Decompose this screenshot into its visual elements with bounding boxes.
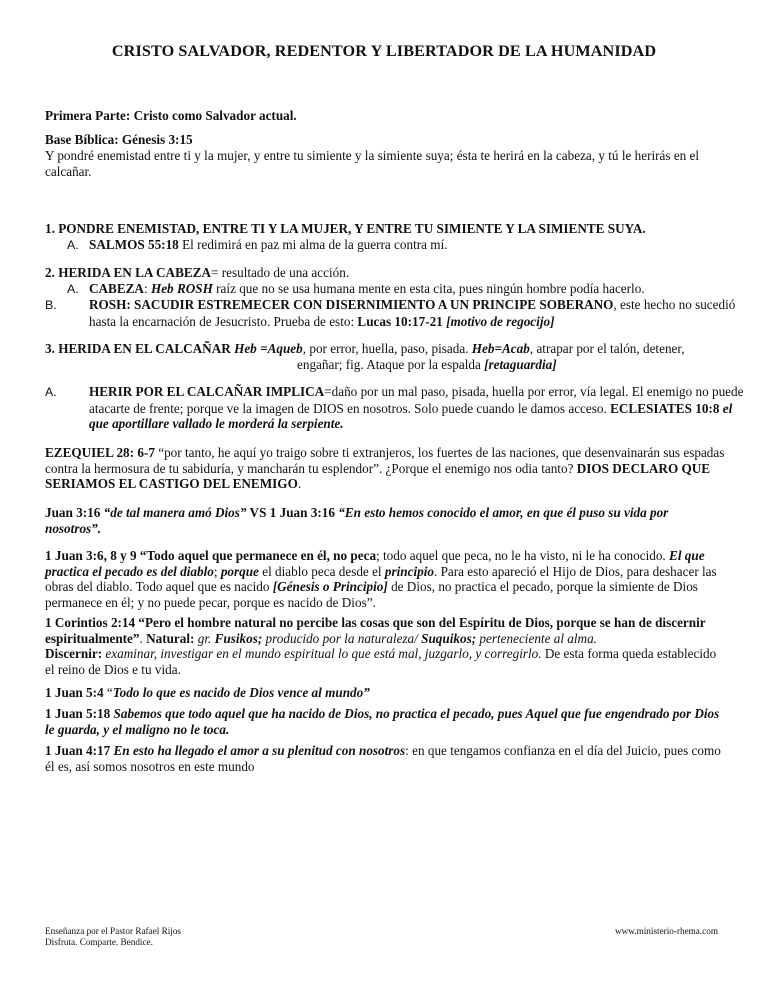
verse-ref: Lucas 10:17-21: [357, 313, 443, 329]
section-3-item-a: [45, 384, 749, 432]
term-word: Fusikos;: [214, 630, 263, 646]
section-3-text-2: , atrapar por el talón, detener,: [529, 341, 685, 356]
item-text: =daño por un mal paso, pisada, huella por error, vía legal. El enemigo no puede atacarte de frente; porque ve la imagen de DIOS en nosotros. Solo puede cuando le damos acceso.: [89, 384, 744, 416]
juan-5-18-paragraph: [45, 706, 725, 737]
verse-ref-2: 1 Juan 3:16: [269, 505, 335, 520]
verse-ref: EZEQUIEL 28: 6-7: [45, 445, 155, 460]
paragraph-text: De esta forma queda establecido el reino de Dios e tu vida.: [45, 646, 717, 677]
quote-open: “: [103, 685, 113, 700]
footer-website: www.ministerio-rhema.com: [615, 926, 718, 936]
juan-5-4-paragraph: [45, 685, 725, 701]
section-2-title: HERIDA EN LA CABEZA: [58, 265, 211, 280]
paragraph-end: .: [297, 476, 302, 491]
section-2-item-b: [45, 297, 749, 329]
section-2-item-a: [67, 281, 727, 298]
verse-quote: “de tal manera amó Dios”: [100, 505, 247, 520]
term-text: examinar, investigar en el mundo espiritual lo que está mal, juzgarlo, y corregirlo.: [102, 646, 542, 661]
paragraph-text: .: [139, 630, 147, 646]
paragraph-bold: DIOS DECLARO QUE SERIAMOS EL CASTIGO DEL ENEMIGO: [45, 460, 711, 491]
verse-ref: 1 Juan 3:6, 8 y 9 “Todo aquel que permanece en él, no peca: [45, 548, 377, 563]
section-1-title: PONDRE ENEMISTAD, ENTRE TI Y LA MUJER, Y ENTRE TU SIMIENTE Y LA SIMIENTE SUYA.: [58, 221, 646, 236]
quote-open: “: [154, 445, 165, 460]
section-2-heading: [45, 265, 725, 281]
base-text: Y pondré enemistad entre ti y la mujer, y entre tu simiente y la simiente suya; ésta te herirá en la cabeza, y tú le herirás en el calcañar.: [45, 148, 700, 179]
term-text: gr.: [194, 630, 215, 646]
verse-quote: En esto ha llegado el amor a su plenitud con nosotros: [110, 743, 406, 758]
section-3-line-2-emphasis: [retaguardia]: [484, 357, 557, 372]
section-3-emphasis: Heb =Aqueb: [234, 341, 303, 356]
verse-ref: SALMOS 55:18: [89, 237, 179, 252]
footer-author: Enseñanza por el Pastor Rafael Rijos: [45, 926, 181, 936]
part-heading: Primera Parte: Cristo como Salvador actual.: [45, 108, 297, 123]
section-3-text: , por error, huella, paso, pisada.: [302, 341, 472, 356]
paragraph-emphasis: El que practica el pecado es del diablo: [45, 548, 705, 579]
paragraph-emphasis: [Génesis o Principio]: [272, 579, 388, 594]
item-bold: HERIR POR EL CALCAÑAR IMPLICA: [89, 384, 325, 399]
item-emphasis: [motivo de regocijo]: [442, 313, 555, 329]
base-label: Base Bíblica: Génesis 3:15: [45, 132, 193, 147]
verse-quote-2: “En esto hemos conocido el amor, en que él puso su vida por nosotros”.: [45, 505, 669, 536]
verse-ref: 1 Juan 4:17: [45, 743, 111, 758]
item-label: A.: [67, 238, 79, 252]
document-title: CRISTO SALVADOR, REDENTOR Y LIBERTADOR DE LA HUMANIDAD: [111, 42, 657, 60]
item-text: , este hecho no sucedió hasta la encarnación de Jesucristo. Prueba de esto:: [89, 297, 736, 329]
paragraph-text: de Dios, no practica el pecado, porque la simiente de Dios permanece en él; y no puede pecar, porque es nacido de Dios”.: [45, 579, 698, 610]
section-2-title-rest: = resultado de una acción.: [210, 265, 350, 280]
paragraph-text: : en que tengamos confianza en el día del Juicio, pues como él es, así somos nosotros en este mundo: [45, 743, 721, 774]
item-label: A.: [67, 282, 79, 296]
verse-quote: Todo lo que es nacido de Dios vence al mundo”: [112, 685, 370, 700]
ezequiel-paragraph: [45, 445, 725, 492]
paragraph-text: el diablo peca desde el: [258, 563, 385, 579]
item-bold: CABEZA: [89, 281, 144, 296]
juan-3-16-paragraph: [45, 505, 725, 536]
item-colon: :: [143, 281, 151, 296]
item-label: A.: [45, 385, 57, 399]
footer-credits: [45, 926, 181, 948]
term-label: Discernir:: [45, 646, 103, 661]
paragraph-emphasis: porque: [220, 563, 259, 579]
verse-ref: Juan 3:16: [45, 505, 101, 520]
term-text: perteneciente al alma.: [476, 630, 597, 646]
juan-4-17-paragraph: [45, 743, 725, 774]
footer-tagline: Disfruta. Comparte. Bendice.: [45, 937, 153, 947]
section-2-number: 2.: [45, 265, 55, 280]
paragraph-text: ; todo aquel que peca, no le ha visto, ni le ha conocido.: [376, 548, 670, 563]
item-emphasis: el que aportillare vallado le morderá la serpiente.: [89, 400, 733, 431]
term-label: Natural:: [146, 630, 195, 646]
verse-ref: 1 Corintios 2:14 “Pero el hombre natural no percibe las cosas que son del Espíritu de Dios, porque se han de discernir espiritualmente”: [45, 615, 706, 646]
vs-label: VS: [246, 505, 270, 520]
term-text: producido por la naturaleza/: [262, 630, 422, 646]
section-3-title: HERIDA EN EL CALCAÑAR: [58, 341, 235, 356]
section-1-heading: [45, 221, 725, 237]
section-1-number: 1.: [45, 221, 55, 236]
paragraph-text: por tanto, he aquí yo traigo sobre ti extranjeros, los fuertes de las naciones, que desenvainarán sus espadas contra la hermosura de tu sabiduría, y mancharán tu esplendor”. ¿Porque el enemigo nos odia tanto?: [45, 445, 725, 476]
corintios-paragraph: [45, 615, 725, 677]
paragraph-text: ;: [213, 563, 221, 579]
section-1-item-a: [67, 237, 727, 254]
item-label: B.: [45, 298, 57, 312]
item-bold: ROSH: SACUDIR ESTREMECER CON DISERNIMIENTO A UN PRINCIPE SOBERANO: [89, 297, 614, 312]
term-word: Suquikos;: [421, 630, 477, 646]
section-3-emphasis-2: Heb=Acab: [471, 341, 530, 356]
paragraph-text: . Para esto apareció el Hijo de Dios, para deshacer las obras del diablo. Todo aquel que es nacido: [45, 563, 717, 594]
section-3-heading: [45, 341, 725, 357]
paragraph-emphasis: principio: [384, 563, 434, 579]
verse-ref: 1 Juan 5:18: [45, 706, 111, 721]
section-3-line-2-text: engañar; fig. Ataque por la espalda: [297, 357, 485, 372]
section-3-heading-line-2: [297, 357, 737, 373]
item-text: El redimirá en paz mi alma de la guerra contra mí.: [178, 237, 448, 252]
verse-ref: 1 Juan 5:4: [45, 685, 104, 700]
item-text: raíz que no se usa humana mente en esta cita, pues ningún hombre podía hacerlo.: [212, 281, 645, 296]
verse-ref: ECLESIATES 10:8: [610, 400, 720, 416]
section-3-number: 3.: [45, 341, 55, 356]
item-emphasis: Heb ROSH: [150, 281, 213, 296]
verse-quote: Sabemos que todo aquel que ha nacido de Dios, no practica el pecado, pues Aquel que fue engendrado por Dios le guarda, y el maligno no le toca.: [45, 706, 720, 737]
juan-3-6-paragraph: [45, 548, 725, 610]
